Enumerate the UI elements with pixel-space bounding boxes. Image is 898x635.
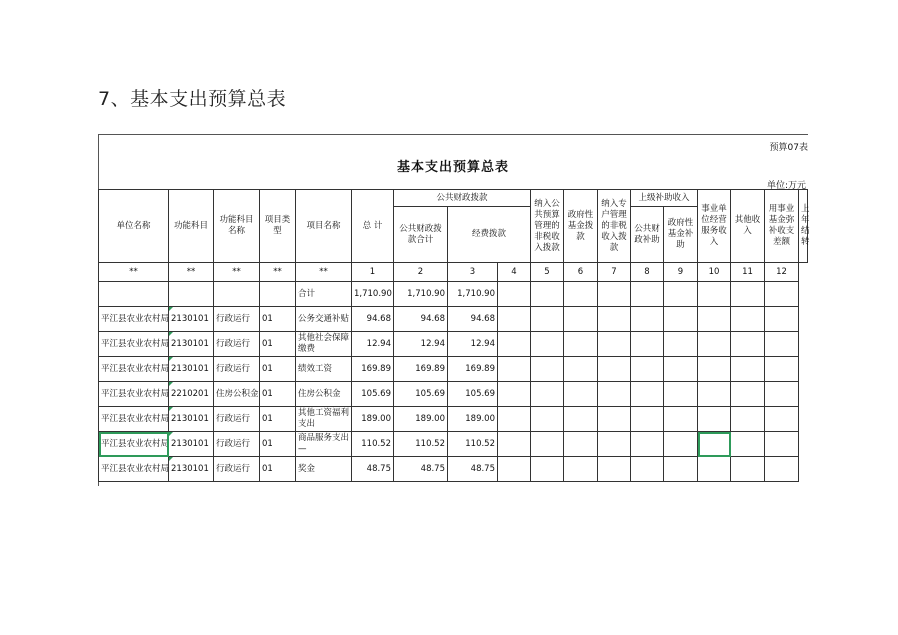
public-cell[interactable]: 110.52 bbox=[394, 432, 448, 457]
header-sup-gov[interactable]: 政府性基金补助 bbox=[664, 207, 698, 263]
cell[interactable] bbox=[631, 282, 664, 307]
cell[interactable] bbox=[631, 357, 664, 382]
cell[interactable] bbox=[698, 282, 731, 307]
cell[interactable] bbox=[498, 307, 531, 332]
type-cell[interactable]: 01 bbox=[260, 407, 296, 432]
cell[interactable] bbox=[598, 357, 631, 382]
name-cell[interactable]: 其他工资福利支出 bbox=[296, 407, 352, 432]
cell[interactable] bbox=[765, 457, 799, 482]
total-cell[interactable]: 48.75 bbox=[352, 457, 394, 482]
cell[interactable] bbox=[664, 307, 698, 332]
cell[interactable] bbox=[731, 357, 765, 382]
name-cell[interactable]: 奖金 bbox=[296, 457, 352, 482]
header-proj-name[interactable]: 项目名称 bbox=[296, 190, 352, 263]
spreadsheet bbox=[98, 134, 810, 486]
cell[interactable] bbox=[731, 307, 765, 332]
index-cell[interactable]: 5 bbox=[531, 263, 564, 282]
header-superior-group[interactable]: 上级补助收入 bbox=[631, 190, 698, 207]
type-cell[interactable]: 01 bbox=[260, 432, 296, 457]
header-sup-public[interactable]: 公共财政补助 bbox=[631, 207, 664, 263]
sheet-top-border bbox=[98, 134, 808, 135]
cell[interactable] bbox=[731, 432, 765, 457]
func-cell[interactable]: 行政运行 bbox=[214, 407, 260, 432]
cell[interactable] bbox=[531, 432, 564, 457]
type-cell[interactable]: 01 bbox=[260, 357, 296, 382]
cell[interactable] bbox=[765, 407, 799, 432]
unit-cell[interactable]: 平江县农业农村局 bbox=[99, 457, 169, 482]
cell[interactable] bbox=[698, 457, 731, 482]
func-cell[interactable]: 行政运行 bbox=[214, 357, 260, 382]
cell[interactable] bbox=[498, 382, 531, 407]
public-cell[interactable]: 94.68 bbox=[394, 307, 448, 332]
header-public-group[interactable]: 公共财政拨款 bbox=[394, 190, 531, 207]
cell[interactable] bbox=[631, 407, 664, 432]
index-cell[interactable]: 2 bbox=[394, 263, 448, 282]
index-cell[interactable]: ** bbox=[260, 263, 296, 282]
table-row bbox=[99, 407, 808, 432]
unit-cell[interactable]: 平江县农业农村局 bbox=[99, 307, 169, 332]
table-row bbox=[99, 432, 808, 457]
public-cell[interactable]: 105.69 bbox=[394, 382, 448, 407]
cell[interactable] bbox=[664, 432, 698, 457]
public-cell[interactable]: 48.75 bbox=[394, 457, 448, 482]
table-row bbox=[99, 382, 808, 407]
header-business[interactable]: 事业单位经营服务收入 bbox=[698, 190, 731, 263]
cell[interactable] bbox=[631, 382, 664, 407]
index-cell[interactable]: ** bbox=[296, 263, 352, 282]
name-cell[interactable]: 其他社会保障缴费 bbox=[296, 332, 352, 357]
cell[interactable] bbox=[598, 382, 631, 407]
unit-cell[interactable]: 平江县农业农村局 bbox=[99, 382, 169, 407]
cell[interactable] bbox=[498, 432, 531, 457]
cell[interactable] bbox=[765, 432, 799, 457]
total-funds[interactable]: 1,710.90 bbox=[448, 282, 498, 307]
func-cell[interactable]: 行政运行 bbox=[214, 457, 260, 482]
code-cell[interactable]: 2210201 bbox=[169, 382, 214, 407]
header-unit-name[interactable]: 单位名称 bbox=[99, 190, 169, 263]
cell[interactable] bbox=[598, 407, 631, 432]
header-func-code[interactable]: 功能科目 bbox=[169, 190, 214, 263]
header-public-sub[interactable]: 公共财政拨款合计 bbox=[394, 207, 448, 263]
func-cell[interactable]: 行政运行 bbox=[214, 332, 260, 357]
cell[interactable] bbox=[564, 432, 598, 457]
funds-cell[interactable]: 12.94 bbox=[448, 332, 498, 357]
funds-cell[interactable]: 105.69 bbox=[448, 382, 498, 407]
name-cell[interactable]: 商品服务支出— bbox=[296, 432, 352, 457]
funds-cell[interactable]: 48.75 bbox=[448, 457, 498, 482]
cell[interactable] bbox=[765, 382, 799, 407]
index-cell[interactable]: ** bbox=[214, 263, 260, 282]
cell[interactable] bbox=[765, 307, 799, 332]
table-title: 基本支出预算总表 bbox=[396, 160, 509, 175]
index-cell[interactable]: 6 bbox=[564, 263, 598, 282]
cell[interactable] bbox=[169, 282, 214, 307]
table-row bbox=[99, 457, 808, 482]
name-cell[interactable]: 住房公积金 bbox=[296, 382, 352, 407]
name-cell[interactable]: 公务交通补贴 bbox=[296, 307, 352, 332]
code-cell[interactable]: 2130101 bbox=[169, 407, 214, 432]
table-row bbox=[99, 357, 808, 382]
cell[interactable] bbox=[531, 307, 564, 332]
unit-cell[interactable]: 平江县农业农村局 bbox=[99, 407, 169, 432]
index-cell[interactable]: 10 bbox=[698, 263, 731, 282]
cell[interactable] bbox=[731, 457, 765, 482]
total-cell[interactable]: 105.69 bbox=[352, 382, 394, 407]
total-sum[interactable]: 1,710.90 bbox=[352, 282, 394, 307]
funds-cell[interactable]: 94.68 bbox=[448, 307, 498, 332]
func-cell[interactable]: 住房公积金 bbox=[214, 382, 260, 407]
cell[interactable] bbox=[498, 357, 531, 382]
cell[interactable] bbox=[99, 282, 169, 307]
header-proj-type[interactable]: 项目类型 bbox=[260, 190, 296, 263]
unit-cell[interactable]: 平江县农业农村局 bbox=[99, 432, 169, 457]
index-row bbox=[99, 263, 808, 282]
cell[interactable] bbox=[664, 282, 698, 307]
cell[interactable] bbox=[260, 282, 296, 307]
func-cell[interactable]: 行政运行 bbox=[214, 307, 260, 332]
index-cell[interactable]: 9 bbox=[664, 263, 698, 282]
selected-cell[interactable] bbox=[698, 432, 731, 457]
cell[interactable] bbox=[731, 282, 765, 307]
index-cell[interactable]: 3 bbox=[448, 263, 498, 282]
total-cell[interactable]: 94.68 bbox=[352, 307, 394, 332]
cell[interactable] bbox=[498, 282, 531, 307]
cell[interactable] bbox=[664, 382, 698, 407]
cell[interactable] bbox=[531, 357, 564, 382]
unit-cell[interactable]: 平江县农业农村局 bbox=[99, 357, 169, 382]
cell[interactable] bbox=[498, 332, 531, 357]
cell[interactable] bbox=[531, 332, 564, 357]
index-cell[interactable]: 8 bbox=[631, 263, 664, 282]
index-cell[interactable]: 1 bbox=[352, 263, 394, 282]
total-cell[interactable]: 110.52 bbox=[352, 432, 394, 457]
index-cell[interactable]: ** bbox=[99, 263, 169, 282]
cell[interactable] bbox=[564, 307, 598, 332]
cell[interactable] bbox=[698, 307, 731, 332]
cell[interactable] bbox=[598, 282, 631, 307]
table-row bbox=[99, 332, 808, 357]
cell[interactable] bbox=[531, 407, 564, 432]
header-funds[interactable]: 经费拨款 bbox=[448, 207, 531, 263]
func-cell[interactable]: 行政运行 bbox=[214, 432, 260, 457]
header-other[interactable]: 其他收入 bbox=[731, 190, 765, 263]
header-carryover[interactable]: 上年结转 bbox=[799, 190, 808, 263]
cell[interactable] bbox=[731, 332, 765, 357]
code-cell[interactable]: 2130101 bbox=[169, 332, 214, 357]
cell[interactable] bbox=[698, 407, 731, 432]
header-special[interactable]: 纳入专户管理的非税收入拨款 bbox=[598, 190, 631, 263]
type-cell[interactable]: 01 bbox=[260, 307, 296, 332]
code-cell[interactable]: 2130101 bbox=[169, 432, 214, 457]
total-label[interactable]: 合计 bbox=[296, 282, 352, 307]
cell[interactable] bbox=[698, 332, 731, 357]
header-gov-fund[interactable]: 政府性基金拨款 bbox=[564, 190, 598, 263]
unit-label: 单位:万元 bbox=[766, 181, 806, 191]
public-cell[interactable]: 169.89 bbox=[394, 357, 448, 382]
name-cell[interactable]: 绩效工资 bbox=[296, 357, 352, 382]
cell[interactable] bbox=[531, 282, 564, 307]
cell[interactable] bbox=[664, 357, 698, 382]
cell[interactable] bbox=[531, 457, 564, 482]
cell[interactable] bbox=[498, 457, 531, 482]
index-cell[interactable]: 11 bbox=[731, 263, 765, 282]
code-cell[interactable]: 2130101 bbox=[169, 357, 214, 382]
cell[interactable] bbox=[664, 407, 698, 432]
cell[interactable] bbox=[631, 457, 664, 482]
cell[interactable] bbox=[564, 332, 598, 357]
cell[interactable] bbox=[765, 332, 799, 357]
cell[interactable] bbox=[498, 407, 531, 432]
cell[interactable] bbox=[564, 357, 598, 382]
cell[interactable] bbox=[765, 282, 799, 307]
unit-cell[interactable]: 平江县农业农村局 bbox=[99, 332, 169, 357]
index-cell[interactable]: 7 bbox=[598, 263, 631, 282]
code-cell[interactable]: 2130101 bbox=[169, 307, 214, 332]
cell[interactable] bbox=[564, 407, 598, 432]
funds-cell[interactable]: 110.52 bbox=[448, 432, 498, 457]
cell[interactable] bbox=[598, 332, 631, 357]
code-cell[interactable]: 2130101 bbox=[169, 457, 214, 482]
cell[interactable] bbox=[664, 332, 698, 357]
type-cell[interactable]: 01 bbox=[260, 457, 296, 482]
total-public[interactable]: 1,710.90 bbox=[394, 282, 448, 307]
page-heading: 7、基本支出预算总表 bbox=[98, 88, 287, 110]
public-cell[interactable]: 189.00 bbox=[394, 407, 448, 432]
cell[interactable] bbox=[214, 282, 260, 307]
total-cell[interactable]: 189.00 bbox=[352, 407, 394, 432]
header-func-name[interactable]: 功能科目名称 bbox=[214, 190, 260, 263]
cell[interactable] bbox=[731, 382, 765, 407]
budget-table bbox=[98, 189, 808, 482]
cell[interactable] bbox=[564, 382, 598, 407]
funds-cell[interactable]: 169.89 bbox=[448, 357, 498, 382]
type-cell[interactable]: 01 bbox=[260, 332, 296, 357]
cell[interactable] bbox=[731, 407, 765, 432]
cell[interactable] bbox=[631, 332, 664, 357]
funds-cell[interactable]: 189.00 bbox=[448, 407, 498, 432]
index-cell[interactable]: 4 bbox=[498, 263, 531, 282]
form-number: 预算07表 bbox=[769, 143, 808, 153]
cell[interactable] bbox=[698, 382, 731, 407]
cell[interactable] bbox=[765, 357, 799, 382]
total-cell[interactable]: 12.94 bbox=[352, 332, 394, 357]
cell[interactable] bbox=[631, 307, 664, 332]
total-cell[interactable]: 169.89 bbox=[352, 357, 394, 382]
cell[interactable] bbox=[598, 457, 631, 482]
index-cell[interactable]: ** bbox=[169, 263, 214, 282]
cell[interactable] bbox=[598, 307, 631, 332]
header-makeup[interactable]: 用事业基金弥补收支差额 bbox=[765, 190, 799, 263]
cell[interactable] bbox=[531, 382, 564, 407]
header-total[interactable]: 总 计 bbox=[352, 190, 394, 263]
public-cell[interactable]: 12.94 bbox=[394, 332, 448, 357]
table-row bbox=[99, 307, 808, 332]
cell[interactable] bbox=[664, 457, 698, 482]
cell[interactable] bbox=[564, 457, 598, 482]
total-row bbox=[99, 282, 808, 307]
cell[interactable] bbox=[631, 432, 664, 457]
cell[interactable] bbox=[564, 282, 598, 307]
cell[interactable] bbox=[698, 357, 731, 382]
cell[interactable] bbox=[598, 432, 631, 457]
index-cell[interactable]: 12 bbox=[765, 263, 799, 282]
header-nontax[interactable]: 纳入公共预算管理的非税收入拨款 bbox=[531, 190, 564, 263]
type-cell[interactable]: 01 bbox=[260, 382, 296, 407]
